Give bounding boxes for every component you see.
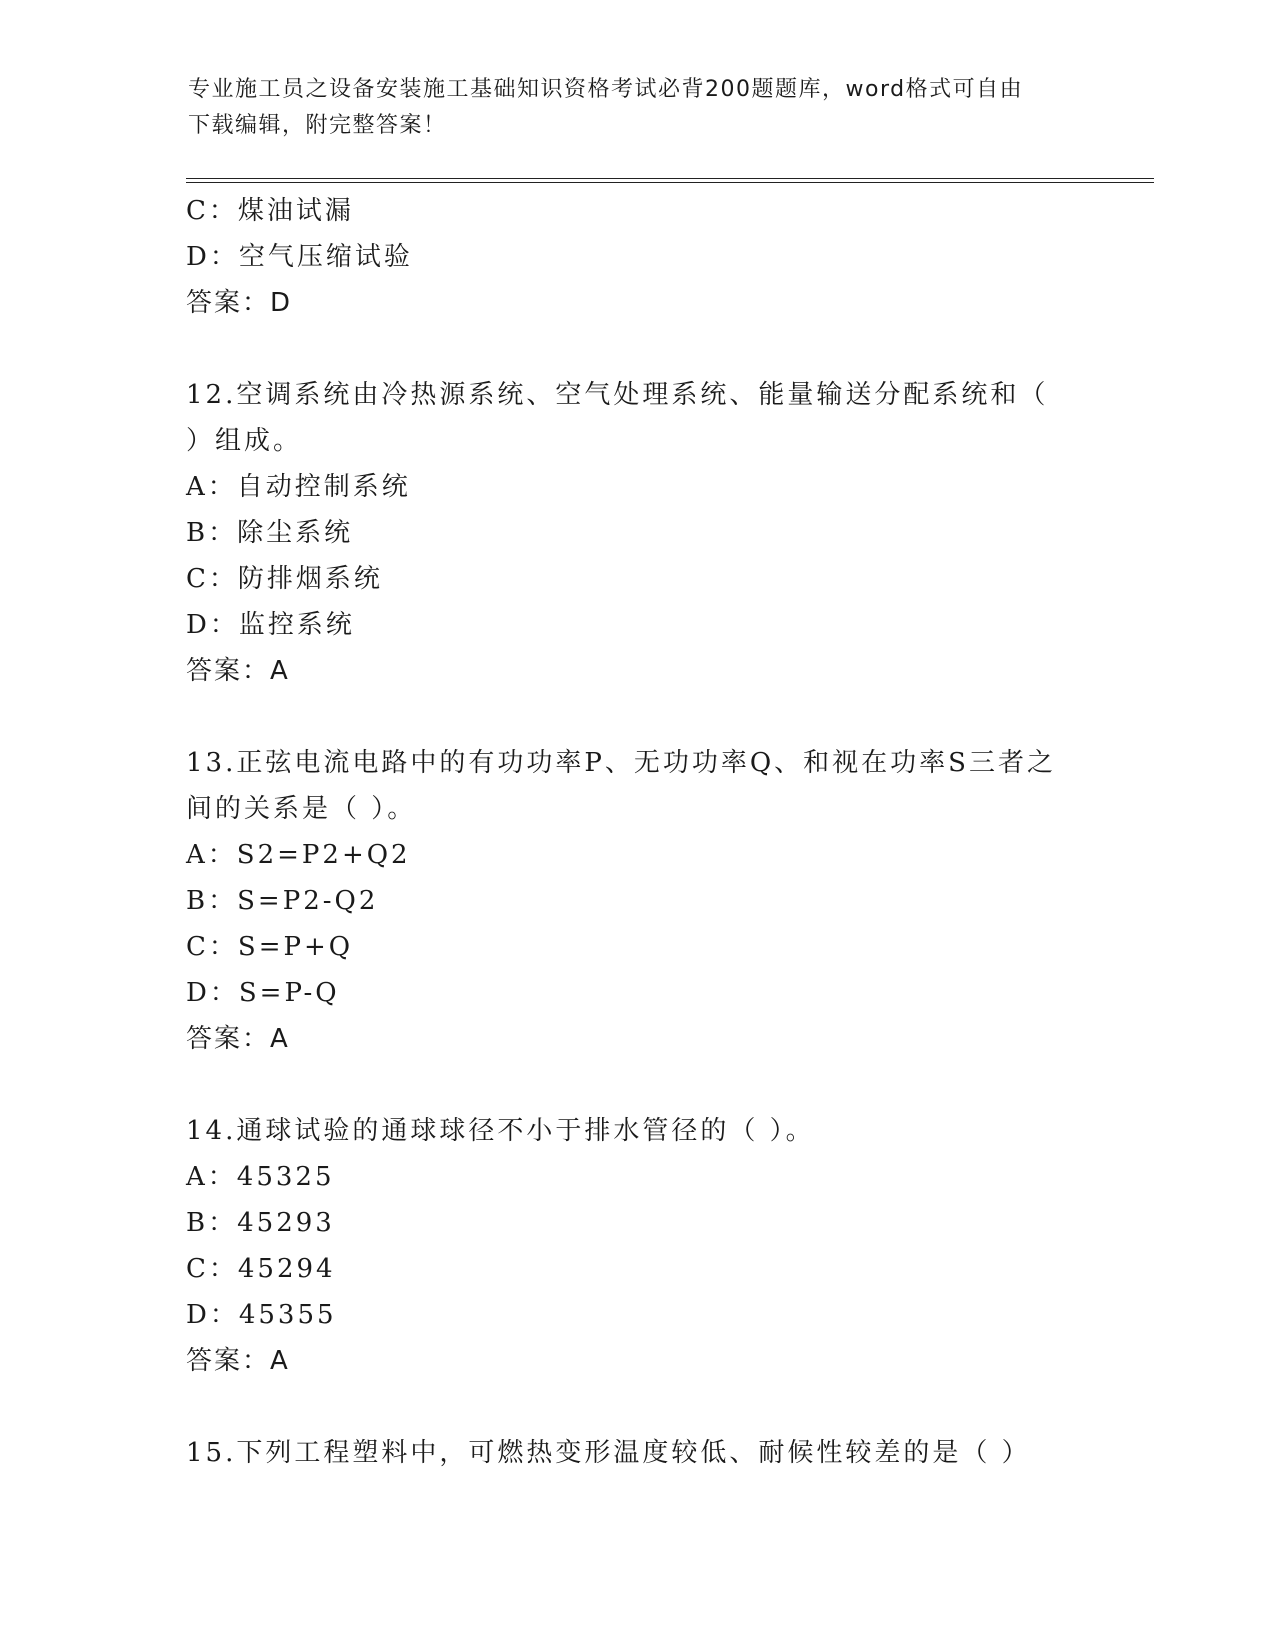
- question-stem: 13.正弦电流电路中的有功功率P、无功功率Q、和视在功率S三者之: [186, 748, 1056, 778]
- question-stem-continued: ）组成。: [186, 426, 303, 456]
- question-list: [186, 188, 1066, 1476]
- question-stem: 14.通球试验的通球球径不小于排水管径的（ ）。: [186, 1116, 815, 1146]
- option-b: B：45293: [186, 1208, 335, 1238]
- question-stem-continued: 间的关系是（ ）。: [186, 794, 417, 824]
- question-stem: 15.下列工程塑料中，可燃热变形温度较低、耐候性较差的是（ ）: [186, 1438, 1031, 1468]
- spacer: [186, 326, 1066, 372]
- option-a: A：自动控制系统: [186, 472, 411, 502]
- option-c: C：45294: [186, 1254, 336, 1284]
- option-c: C：煤油试漏: [186, 196, 354, 226]
- option-c: C：S=P+Q: [186, 932, 354, 962]
- option-b: B：S=P2-Q2: [186, 886, 379, 916]
- answer-line: 答案：D: [186, 288, 293, 318]
- spacer: [186, 1062, 1066, 1108]
- option-b: B：除尘系统: [186, 518, 354, 548]
- answer-line: 答案：A: [186, 656, 290, 686]
- option-d: D：空气压缩试验: [186, 242, 413, 272]
- option-a: A：S2=P2+Q2: [186, 840, 411, 870]
- question-15: [186, 1430, 1066, 1476]
- option-d: D：45355: [186, 1300, 337, 1330]
- option-c: C：防排烟系统: [186, 564, 383, 594]
- answer-line: 答案：A: [186, 1024, 290, 1054]
- spacer: [186, 1384, 1066, 1430]
- header-divider-bottom: [186, 182, 1154, 183]
- document-header: [188, 72, 1068, 144]
- header-divider-top: [186, 178, 1154, 179]
- question-14: [186, 1108, 1066, 1384]
- spacer: [186, 694, 1066, 740]
- question-13: [186, 740, 1066, 1062]
- question-11: [186, 188, 1066, 326]
- option-a: A：45325: [186, 1162, 335, 1192]
- option-d: D：S=P-Q: [186, 978, 340, 1008]
- question-stem: 12.空调系统由冷热源系统、空气处理系统、能量输送分配系统和（: [186, 380, 1049, 410]
- option-d: D：监控系统: [186, 610, 355, 640]
- header-line-1: 专业施工员之设备安装施工基础知识资格考试必背200题题库，word格式可自由: [188, 77, 1024, 102]
- header-line-2: 下载编辑，附完整答案！: [188, 113, 447, 138]
- question-12: [186, 372, 1066, 694]
- answer-line: 答案：A: [186, 1346, 290, 1376]
